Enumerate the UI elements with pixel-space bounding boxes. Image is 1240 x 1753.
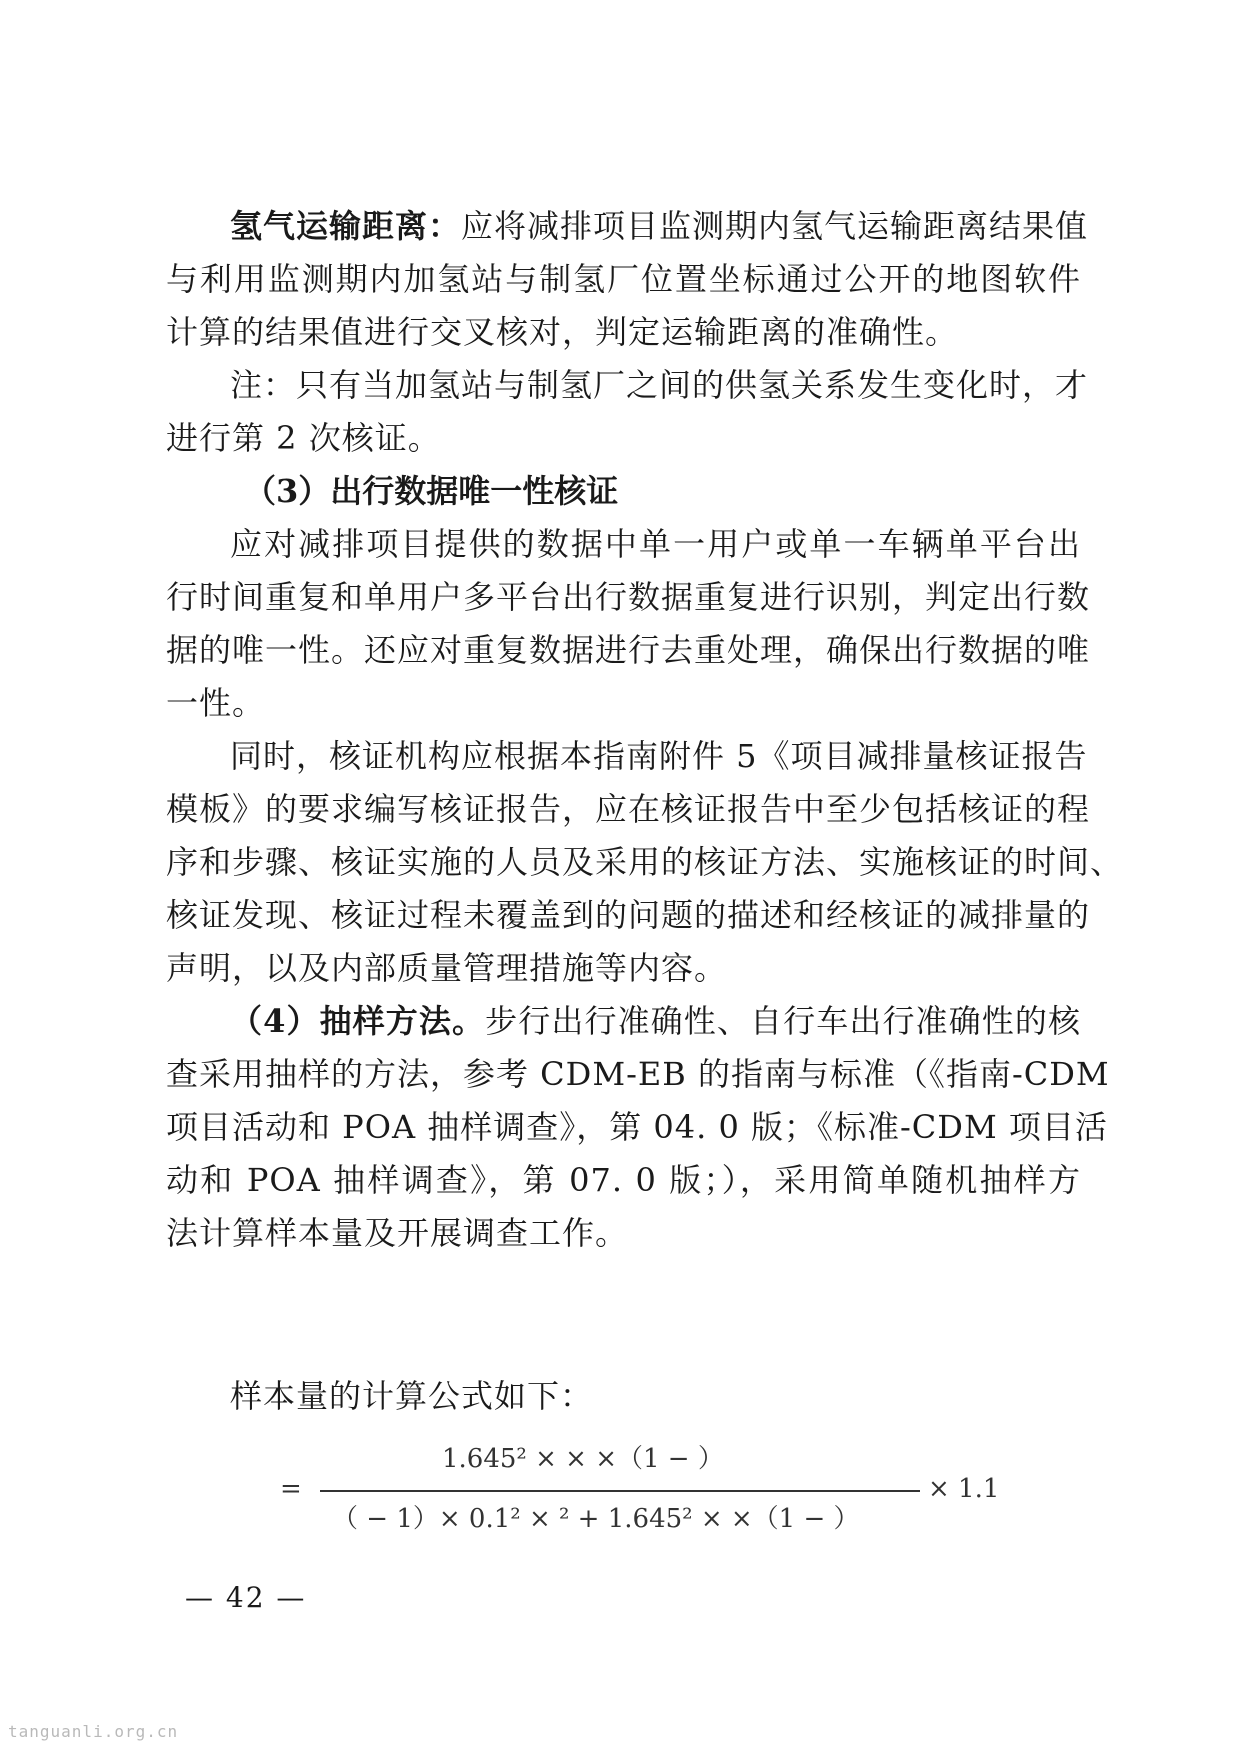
paragraph-line: 项目活动和 POA 抽样调查》，第 04. 0 版；《标准-CDM 项目活 [166,1108,1108,1146]
paragraph-line: 与利用监测期内加氢站与制氢厂位置坐标通过公开的地图软件 [166,260,1081,298]
paragraph-line: 计算的结果值进行交叉核对，判定运输距离的准确性。 [166,313,959,351]
paragraph-line: 核证发现、核证过程未覆盖到的问题的描述和经核证的减排量的 [166,896,1091,934]
formula-equals: = [280,1474,302,1504]
paragraph-line [230,201,1089,251]
paragraph-line: 行时间重复和单用户多平台出行数据重复进行识别，判定出行数 [166,578,1091,616]
section-heading: （3）出行数据唯一性核证 [244,472,619,510]
paragraph-line [230,996,1081,1046]
paragraph-text: 步行出行准确性、自行车出行准确性的核 [485,1002,1081,1040]
paragraph-line: 同时，核证机构应根据本指南附件 5《项目减排量核证报告 [230,737,1088,775]
paragraph-lead: 氢气运输距离： [230,207,462,245]
section-heading-inline: （4）抽样方法。 [230,1002,486,1040]
paragraph-line: 据的唯一性。还应对重复数据进行去重处理，确保出行数据的唯 [166,631,1091,669]
fraction-bar [320,1490,920,1492]
paragraph-line: 一性。 [166,684,266,722]
formula-multiplier: × 1.1 [928,1474,1000,1504]
paragraph-text: 应将减排项目监测期内氢气运输距离结果值 [461,207,1089,245]
formula-numerator: 1.645² × × ×（1 − ） [442,1444,724,1474]
paragraph-line: 样本量的计算公式如下： [230,1377,594,1415]
paragraph-line: 声明，以及内部质量管理措施等内容。 [166,949,728,987]
paragraph-line: 动和 POA 抽样调查》，第 07. 0 版；），采用简单随机抽样方 [166,1161,1081,1199]
formula-denominator: （ − 1）× 0.1² × ² + 1.645² × ×（1 − ） [332,1504,860,1534]
note-line: 注：只有当加氢站与制氢厂之间的供氢关系发生变化时，才 [230,366,1089,404]
paragraph-line: 模板》的要求编写核证报告，应在核证报告中至少包括核证的程 [166,790,1091,828]
sample-size-formula [280,1438,1000,1548]
note-line: 进行第 2 次核证。 [166,419,441,457]
page-number: — 42 — [185,1581,307,1614]
paragraph-line: 法计算样本量及开展调查工作。 [166,1214,629,1252]
watermark: tanguanli.org.cn [8,1722,179,1741]
paragraph-line: 应对减排项目提供的数据中单一用户或单一车辆单平台出 [230,525,1081,563]
paragraph-line: 查采用抽样的方法，参考 CDM-EB 的指南与标准（《指南-CDM [166,1055,1110,1093]
paragraph-line: 序和步骤、核证实施的人员及采用的核证方法、实施核证的时间、 [166,843,1124,881]
